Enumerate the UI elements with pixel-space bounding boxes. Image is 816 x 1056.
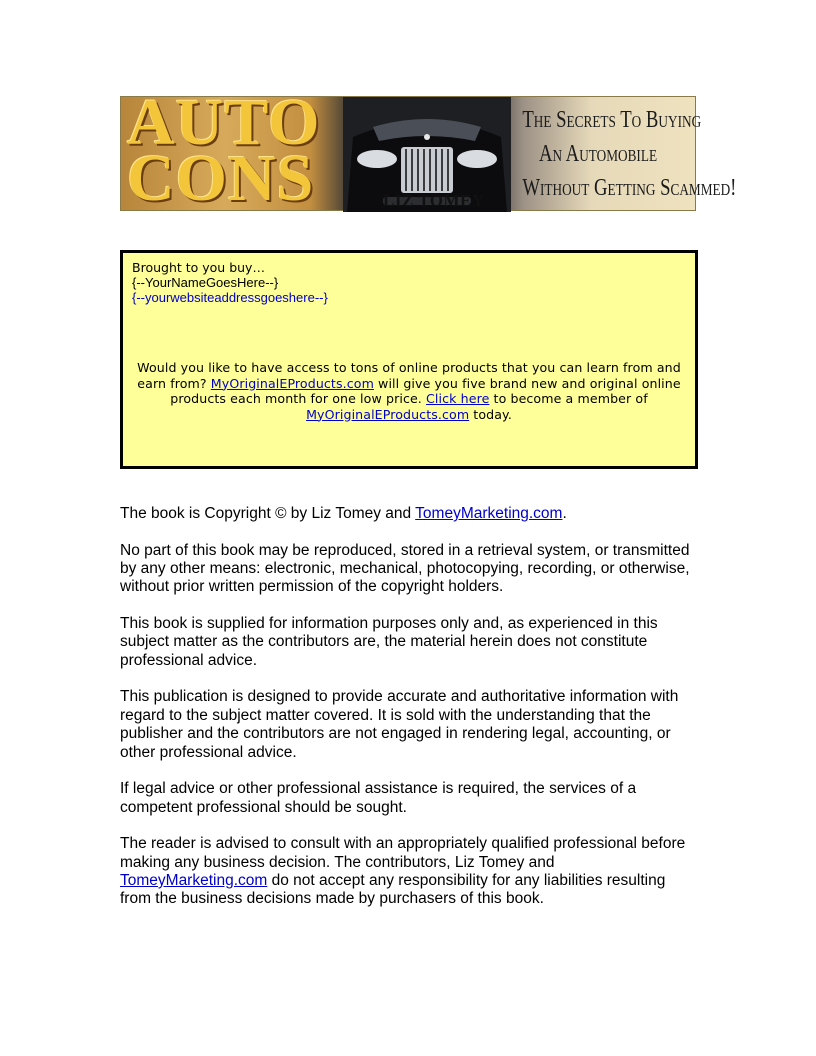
- offer-text-2: will give you five brand new and original online products each month for one low price.: [170, 375, 681, 406]
- liability-text-end: do not accept any responsibility for any liabilities resulting from the business decisions made by purchasers of this book.: [120, 872, 666, 908]
- legal-advice-paragraph: If legal advice or other professional assistance is required, the services of a competent professional should be sought.: [120, 780, 637, 816]
- publication-paragraph: This publication is designed to provide accurate and authoritative information with regard to the subject matter covered. It is sold with the understanding that the publisher and the contributors are not engaged in rendering legal, accounting, or other professional advice.: [120, 688, 679, 761]
- banner-author: LIZ TOMEY: [383, 191, 485, 210]
- banner-title-line1: AUTO: [127, 86, 321, 159]
- offer-text-3: to become a member of: [489, 391, 648, 406]
- banner-tagline: [522, 103, 737, 205]
- name-placeholder: {--YourNameGoesHere--}: [132, 275, 279, 290]
- copyright-period: .: [562, 505, 567, 522]
- copyright-paragraph: [120, 505, 700, 523]
- tagline-line3: Without Getting Scammed!: [522, 175, 737, 201]
- liability-text: The reader is advised to consult with an appropriately qualified professional before making any business decision. The contributors, Liz Tomey and: [120, 835, 686, 871]
- copyright-notice: [120, 505, 700, 927]
- promo-offer-text: [133, 360, 685, 422]
- cover-banner: [120, 86, 737, 215]
- banner-title-line2: CONS: [127, 142, 315, 215]
- tomeymarketing-link-2[interactable]: TomeyMarketing.com: [120, 872, 268, 890]
- tagline-line2: An Automobile: [538, 141, 658, 167]
- promo-box: [120, 250, 698, 469]
- brought-by-block: [132, 260, 328, 305]
- liability-paragraph: [120, 835, 700, 909]
- information-purposes-paragraph: This book is supplied for information purposes only and, as experienced in this subject matter as the contributors are, the material herein does not constitute professional advice.: [120, 615, 658, 669]
- myoriginaleproducts-link-2[interactable]: MyOriginalEProducts.com: [306, 406, 470, 422]
- brought-by-label: Brought to you buy…: [132, 260, 265, 275]
- tomeymarketing-link-1[interactable]: TomeyMarketing.com: [415, 505, 563, 522]
- banner-title: [127, 86, 321, 215]
- copyright-text: The book is Copyright © by Liz Tomey and: [120, 505, 416, 522]
- tagline-line1: The Secrets To Buying: [522, 107, 702, 133]
- offer-text-4: today.: [469, 406, 512, 422]
- website-placeholder: {--yourwebsiteaddressgoeshere--}: [132, 290, 328, 305]
- myoriginaleproducts-link-1[interactable]: MyOriginalEProducts.com: [210, 375, 374, 391]
- reproduction-paragraph: No part of this book may be reproduced, stored in a retrieval system, or transmitted by any other means: electronic, mechanical, photocopying, recording, or otherwise, without prior written permission of the copyright holders.: [120, 541, 690, 596]
- offer-text-1: Would you like to have access to tons of online products that you can learn from and earn from?: [137, 360, 681, 391]
- click-here-link[interactable]: Click here: [426, 391, 490, 406]
